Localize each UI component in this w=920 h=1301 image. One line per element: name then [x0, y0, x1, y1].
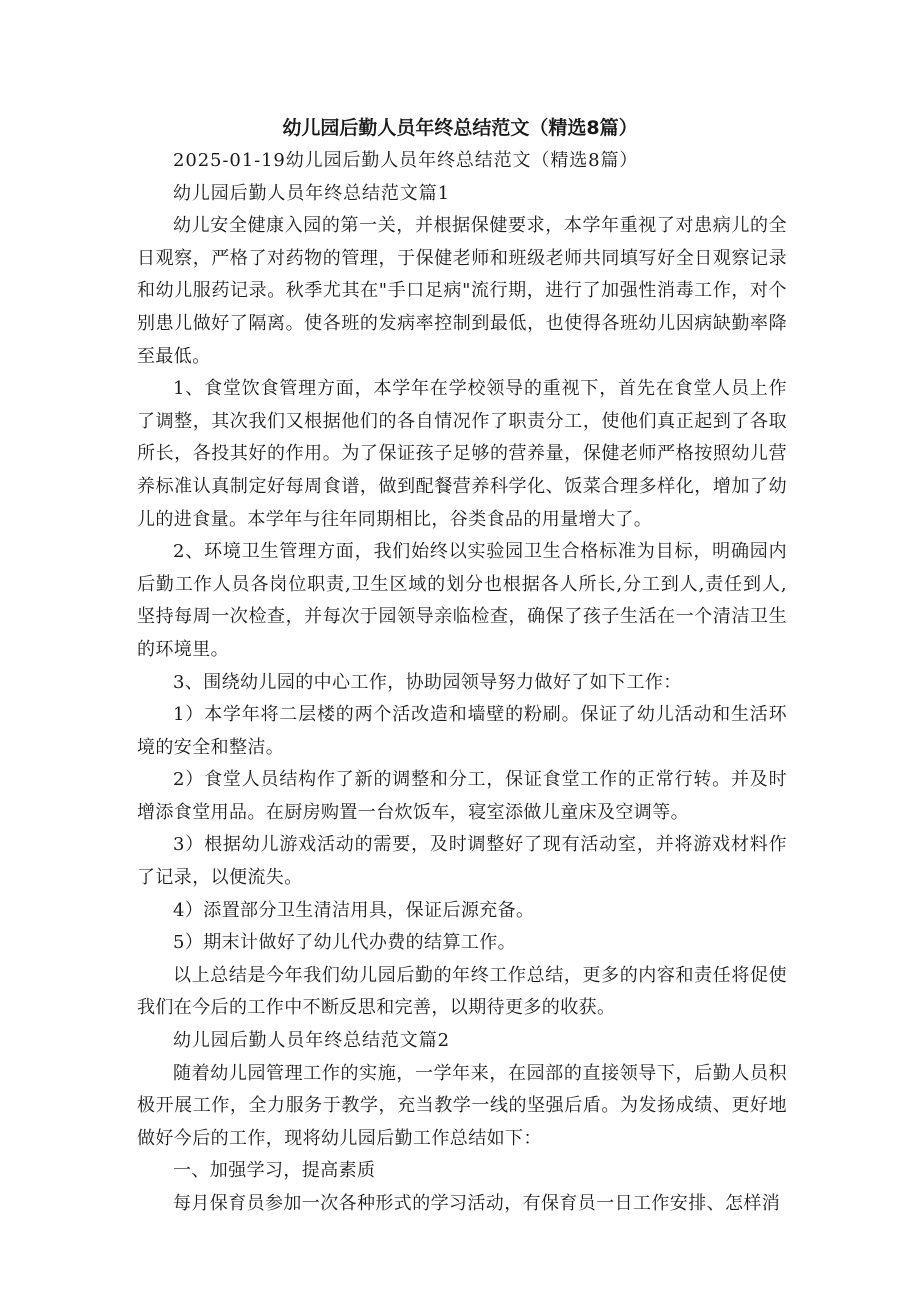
body-paragraph: 每月保育员参加一次各种形式的学习活动，有保育员一日工作安排、怎样消 [173, 1193, 781, 1214]
document-title: 幼儿园后勤人员年终总结范文（精选8篇） [282, 117, 638, 139]
list-item: 5）期末计做好了幼儿代办费的结算工作。 [173, 932, 517, 954]
list-item: 3）根据幼儿游戏活动的需要，及时调整好了现有活动室，并将游戏材料作了记录，以便流失。 [137, 834, 787, 889]
body-paragraph: 1、食堂饮食管理方面，本学年在学校领导的重视下，首先在食堂人员上作了调整，其次我们又根据他们的各自情况作了职责分工，使他们真正起到了各取所长，各投其好的作用。为了保证孩子足够的营养量，保健老师严格按照幼儿营养标准认真制定好每周食谱，做到配餐营养科学化、饭菜合理多样化，增加了幼儿的进食量。本学年与往年同期相比，谷类食品的用量增大了。 [137, 378, 787, 530]
body-paragraph: 幼儿安全健康入园的第一关，并根据保健要求，本学年重视了对患病儿的全日观察，严格了对药物的管理，于保健老师和班级老师共同填写好全日观察记录和幼儿服药记录。秋季尤其在"手口足病"流行期，进行了加强性消毒工作，对个别患儿做好了隔离。使各班的发病率控制到最低，也使得各班幼儿因病缺勤率降至最低。 [137, 215, 787, 367]
body-paragraph: 3、围绕幼儿园的中心工作，协助园领导努力做好了如下工作： [173, 671, 682, 693]
section-heading: 幼儿园后勤人员年终总结范文篇1 [173, 182, 450, 204]
date-line: 2025-01-19幼儿园后勤人员年终总结范文（精选8篇） [173, 150, 639, 171]
body-paragraph: 2、环境卫生管理方面，我们始终以实验园卫生合格标准为目标，明确园内后勤工作人员各岗位职责,卫生区域的划分也根据各人所长,分工到人,责任到人,坚持每周一次检查，并每次于园领导亲临检查，确保了孩子生活在一个清洁卫生的环境里。 [137, 541, 787, 660]
list-item: 2）食堂人员结构作了新的调整和分工，保证食堂工作的正常行转。并及时增添食堂用品。在厨房购置一台炊饭车，寝室添做儿童床及空调等。 [137, 769, 787, 823]
list-item: 4）添置部分卫生清洁用具，保证后源充备。 [173, 899, 535, 921]
list-item: 1）本学年将二层楼的两个活改造和墙壁的粉刷。保证了幼儿活动和生活环境的安全和整洁。 [137, 704, 787, 758]
body-paragraph: 以上总结是今年我们幼儿园后勤的年终工作总结，更多的内容和责任将促使我们在今后的工作中不断反思和完善，以期待更多的收获。 [137, 964, 787, 1019]
subsection-heading: 一、加强学习，提高素质 [173, 1160, 376, 1182]
section-heading: 幼儿园后勤人员年终总结范文篇2 [173, 1030, 450, 1052]
document-body [137, 145, 787, 1221]
body-paragraph: 随着幼儿园管理工作的实施，一学年来，在园部的直接领导下，后勤人员积极开展工作，全力服务于教学，充当教学一线的坚强后盾。为发扬成绩、更好地做好今后的工作，现将幼儿园后勤工作总结如下： [137, 1062, 787, 1149]
